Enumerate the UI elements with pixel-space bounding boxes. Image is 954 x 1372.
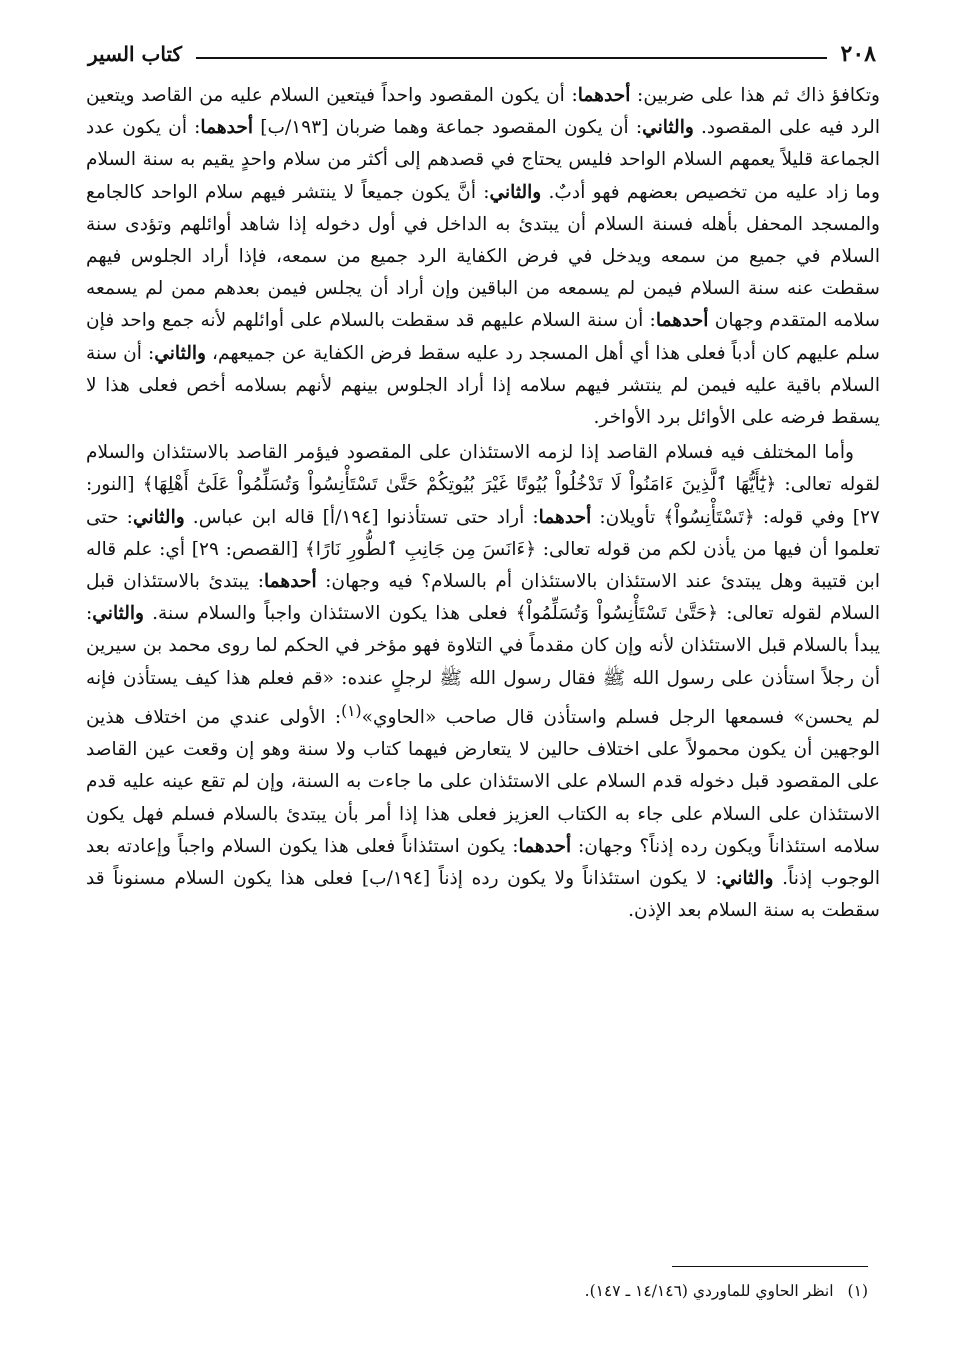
text-run: : أن يكون المقصود واحداً فيتعين السلام عليه من القاصد ويتعين الرد فيه على المقصود. xyxy=(86,85,880,139)
footnote xyxy=(86,1278,868,1304)
text-run: : حتى تعلموا أن فيها من يأذن لكم من قوله تعالى: ﴿ءَانَسَ مِن جَانِبِ ٱلطُّورِ نَارًا﴾ [القصص: ٢٩] أي: علم قاله ابن قتيبة وهل يبتدئ عند الاستئذان بالاستئذان أم بالسلام؟ فيه وجهان: xyxy=(86,506,880,593)
text-run: : يكون استئذاناً فعلى هذا يكون السلام واجباً وإعادته بعد الوجوب إذناً. xyxy=(86,835,880,890)
text-run: : يبتدئ بالاستئذان قبل السلام لقوله تعالى: ﴿حَتَّىٰ تَسْتَأْنِسُواْ وَتُسَلِّمُواْ﴾ فعلى هذا يكون الاستئذان واجباً والسلام سنة. xyxy=(86,571,880,625)
footnote-mark: (١) xyxy=(847,1282,868,1300)
page-header xyxy=(88,34,876,74)
footnote-reference[interactable]: (١) xyxy=(341,701,362,720)
keyword-althani: والثاني xyxy=(721,868,774,890)
body-text xyxy=(86,80,880,927)
text-run: وأما المختلف فيه فسلام القاصد إذا لزمه الاستئذان على المقصود فيؤمر القاصد بالاستئذان والسلام لقوله تعالى: ﴿يَٰٓأَيُّهَا ٱلَّذِينَ ءَامَنُواْ لَا تَدْخُلُواْ بُيُوتًا غَيْرَ بُيُوتِكُمْ حَتَّىٰ تَسْتَأْنِسُواْ وَتُسَلِّمُواْ عَلَىٰٓ أَهْلِهَا﴾ [النور: ٢٧] وفي قوله: ﴿تَسْتَأْنِسُواْ﴾ تأويلان: xyxy=(86,442,881,528)
running-title: كتاب السير xyxy=(88,42,183,66)
page-number: ٢٠٨ xyxy=(840,41,876,67)
text-run: : أن سنة السلام باقية عليه فيمن لم ينتشر فيهم سلامه إذا أراد الجلوس بينهم لأنهم بسلامه أخص فعلى هذا لا يسقط فرضه على الأوائل برد الأواخر. xyxy=(86,342,880,429)
keyword-althani: والثاني xyxy=(154,342,207,364)
keyword-ahaduhuma: أحدهما xyxy=(538,506,592,528)
paragraph-1 xyxy=(86,80,880,434)
keyword-ahaduhuma: أحدهما xyxy=(518,835,572,857)
paragraph-2 xyxy=(86,437,880,927)
text-run: : الأولى عندي من اختلاف هذين الوجهين أن يكون محمولاً على اختلاف حالين لا يتعارض فيهما كتاب ولا سنة وهو إن وقعت عين القاصد على المقصود قبل دخوله قدم السلام على الاستئذان على ما جاءت به السنة، وإن لم تقع عينه عليه قدم الاستئذان على السلام على جاء به الكتاب العزيز فعلى هذا إذا أمر بأن يبتدئ بالسلام فسلم فهل يكون سلامه استئذاناً ويكون رده إذناً؟ وجهان: xyxy=(86,707,881,857)
text-run: : أن سنة السلام عليهم قد سقطت بالسلام على أوائلهم لأنه جمع واحد فإن سلم عليهم كان أدباً فعلى هذا أي أهل المسجد رد عليه سقط فرض الكفاية عن جميعهم، xyxy=(86,310,880,364)
text-run: : أنَّ يكون جميعاً لا ينتشر فيهم سلام الواحد كالجامع والمسجد المحفل بأهله فسنة السلام أن يبتدئ به الداخل في أول دخوله إذا شاهد أوائلهم وتؤدى سنة السلام في جميع من سمعه ويدخل في فرض الكفاية الرد جميع من سمعه، فإذا أراد الجلوس فيهم سقطت عنه سنة السلام فيمن لم يسمعه من الباقين وإن أراد أن يجلس فيمن بعدهم ممن لم يسمعه سلامه المتقدم وجهان xyxy=(86,181,880,332)
text-run: : أن يكون المقصود جماعة وهما ضربان [١٩٣/ب] xyxy=(253,117,643,139)
header-rule xyxy=(196,57,827,59)
keyword-ahaduhuma: أحدهما xyxy=(200,117,254,139)
footnote-separator xyxy=(672,1266,868,1267)
keyword-ahaduhuma: أحدهما xyxy=(577,85,631,106)
text-run: : لا يكون استئذاناً ولا يكون رده إذناً [١٩٤/ب] فعلى هذا يكون السلام مسنوناً قد سقطت به سنة السلام بعد الإذن. xyxy=(86,868,880,922)
footnote-text: انظر الحاوي للماوردي (١٤/١٤٦ ـ ١٤٧). xyxy=(584,1282,834,1300)
keyword-althani: والثاني xyxy=(642,117,694,139)
text-run: : يبدأ بالسلام قبل الاستئذان لأنه وإن كان مقدماً في التلاوة فهو مؤخر في الحكم لما روى محمد بن سيرين أن رجلاً استأذن على رسول الله ﷺ فقال رسول الله ﷺ لرجلٍ عنده: «قم فعلم هذا كيف يستأذن فإنه لم يحسن» فسمعها الرجل فسلم واستأذن قال صاحب «الحاوي» xyxy=(86,603,880,729)
text-run: وتكافؤ ذاك ثم هذا على ضربين: xyxy=(630,85,880,106)
keyword-althani: والثاني xyxy=(132,506,185,528)
text-run: : أن يكون عدد الجماعة قليلاً يعمهم السلام الواحد فليس يحتاج في قصدهم إلى أكثر من سلام واحدٍ يقيم به سنة السلام وما زاد عليه من تخصيص بعضهم فهو أدبٌ. xyxy=(86,117,880,203)
keyword-ahaduhuma: أحدهما xyxy=(263,571,317,593)
keyword-althani: والثاني xyxy=(489,181,542,203)
text-run: : أراد حتى تستأذنوا [١٩٤/أ] قاله ابن عباس. xyxy=(184,506,539,528)
keyword-althani: والثاني xyxy=(92,603,145,625)
keyword-ahaduhuma: أحدهما xyxy=(655,310,709,332)
